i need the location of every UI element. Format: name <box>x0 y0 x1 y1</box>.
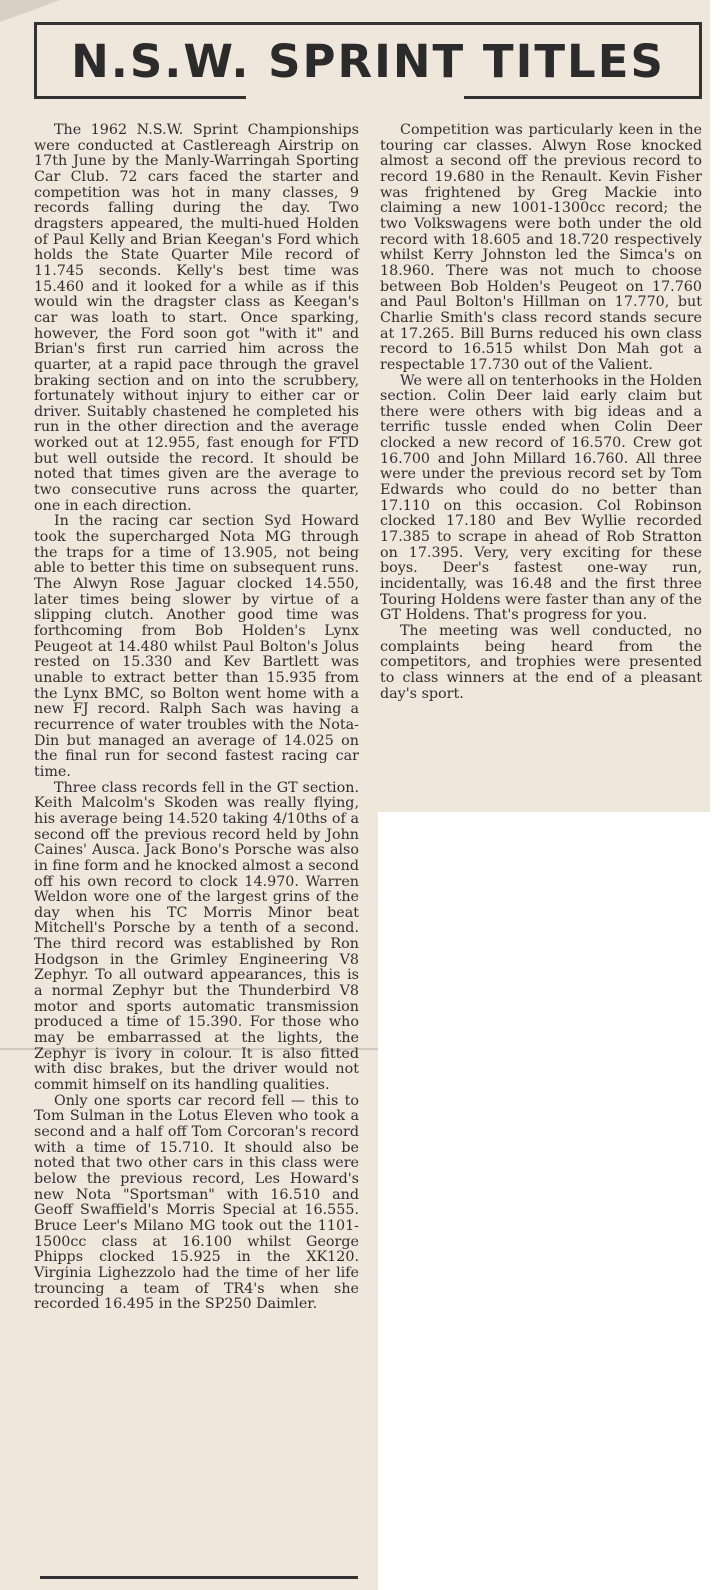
article-column-right <box>380 123 702 702</box>
headline-rule-right <box>464 96 702 99</box>
paragraph: Competition was particularly keen in the touring car classes. Alwyn Rose knocked almost a second off the previous record to record 19.680 in the Renault. Kevin Fisher was frightened by Greg Mackie into claiming a new 1001-1300cc record; the two Volkswagens were both under the old record with 18.605 and 18.720 respectively whilst Kerry Johnston led the Simca's on 18.960. There was not much to choose between Bob Holden's Peugeot on 17.760 and Paul Bolton's Hillman on 17.770, but Charlie Smith's class record stands secure at 17.265. Bill Burns reduced his own class record to 16.515 whilst Don Mah got a respectable 17.730 out of the Valient. <box>380 122 702 373</box>
paragraph: Three class records fell in the GT section. Keith Malcolm's Skoden was really flying, his average being 14.520 taking 4/10ths of a second off the previous record held by John Caines' Ausca. Jack Bono's Porsche was also in fine form and he knocked almost a second off his own record to clock 14.970. Warren Weldon wore one of the largest grins of the day when his TC Morris Minor beat Mitchell's Porsche by a tenth of a second. The third record was established by Ron Hodgson in the Grimley Engineering V8 Zephyr. To all outward appearances, this is a normal Zephyr but the Thunderbird V8 motor and sports automatic transmission produced a time of 15.390. For those who may be embarrassed at the lights, the Zephyr is ivory in colour. It is also fitted with disc brakes, but the driver would not commit himself on its handling qualities. <box>34 779 359 1094</box>
paragraph: Only one sports car record fell — this to Tom Sulman in the Lotus Eleven who took a second and a half off Tom Corcoran's record with a time of 15.710. It should also be noted that two other cars in this class were below the previous record, Les Howard's new Nota "Sportsman" with 16.510 and Geoff Swaffield's Morris Special at 16.555. Bruce Leer's Milano MG took out the 1101-1500cc class at 16.100 whilst George Phipps clocked 15.925 in the XK120. Virginia Lighezzolo had the time of her life trouncing a team of TR4's when she recorded 16.495 in the SP250 Daimler. <box>34 1092 359 1313</box>
article-column-left <box>34 123 359 1313</box>
folded-corner <box>0 0 60 22</box>
article-headline: N.S.W. SPRINT TITLES <box>71 35 665 88</box>
paragraph: We were all on tenterhooks in the Holden section. Colin Deer laid early claim but there were others with big ideas and a terrific tussle ended when Colin Deer clocked a new record of 16.570. Crew got 16.700 and John Millard 16.760. All three were under the previous record set by Tom Edwards who could do no better than 17.110 on this occasion. Col Robinson clocked 17.180 and Bev Wyllie recorded 17.385 to scrape in ahead of Rob Stratton on 17.395. Very, very exciting for these boys. Deer's fastest one-way run, incidentally, was 16.48 and the first three Touring Holdens were faster than any of the GT Holdens. That's progress for you. <box>380 372 702 624</box>
paragraph: The meeting was well conducted, no complaints being heard from the competitors, and trophies were presented to class winners at the end of a pleasant day's sport. <box>380 623 702 702</box>
paragraph: In the racing car section Syd Howard took the supercharged Nota MG through the traps for a time of 13.905, not being able to better this time on subsequent runs. The Alwyn Rose Jaguar clocked 14.550, later times being slower by virtue of a slipping clutch. Another good time was forthcoming from Bob Holden's Lynx Peugeot at 14.480 whilst Paul Bolton's Jolus rested on 15.330 and Kev Bartlett was unable to extract better than 15.935 from the Lynx BMC, so Bolton went home with a new FJ record. Ralph Sach was having a recurrence of water troubles with the Nota-Din but managed an average of 14.025 on the final run for second fastest racing car time. <box>34 513 359 780</box>
paragraph: The 1962 N.S.W. Sprint Championships were conducted at Castlereagh Airstrip on 17th June by the Manly-Warringah Sporting Car Club. 72 cars faced the starter and competition was hot in many classes, 9 records falling during the day. Two dragsters appeared, the multi-hued Holden of Paul Kelly and Brian Keegan's Ford which holds the State Quarter Mile record of 11.745 seconds. Kelly's best time was 15.460 and it looked for a while as if this would win the dragster class as Keegan's car was loath to start. Once sparking, however, the Ford soon got "with it" and Brian's first run carried him across the quarter, at a rapid pace through the gravel braking section and on into the scrubbery, fortunately without injury to either car or driver. Suitably chastened he completed his run in the other direction and the average worked out at 12.955, fast enough for FTD but well outside the record. It should be noted that times given are the average to two consecutive runs across the quarter, one in each direction. <box>34 122 359 514</box>
closing-rule <box>40 1576 358 1579</box>
headline-rule-left <box>34 96 246 99</box>
